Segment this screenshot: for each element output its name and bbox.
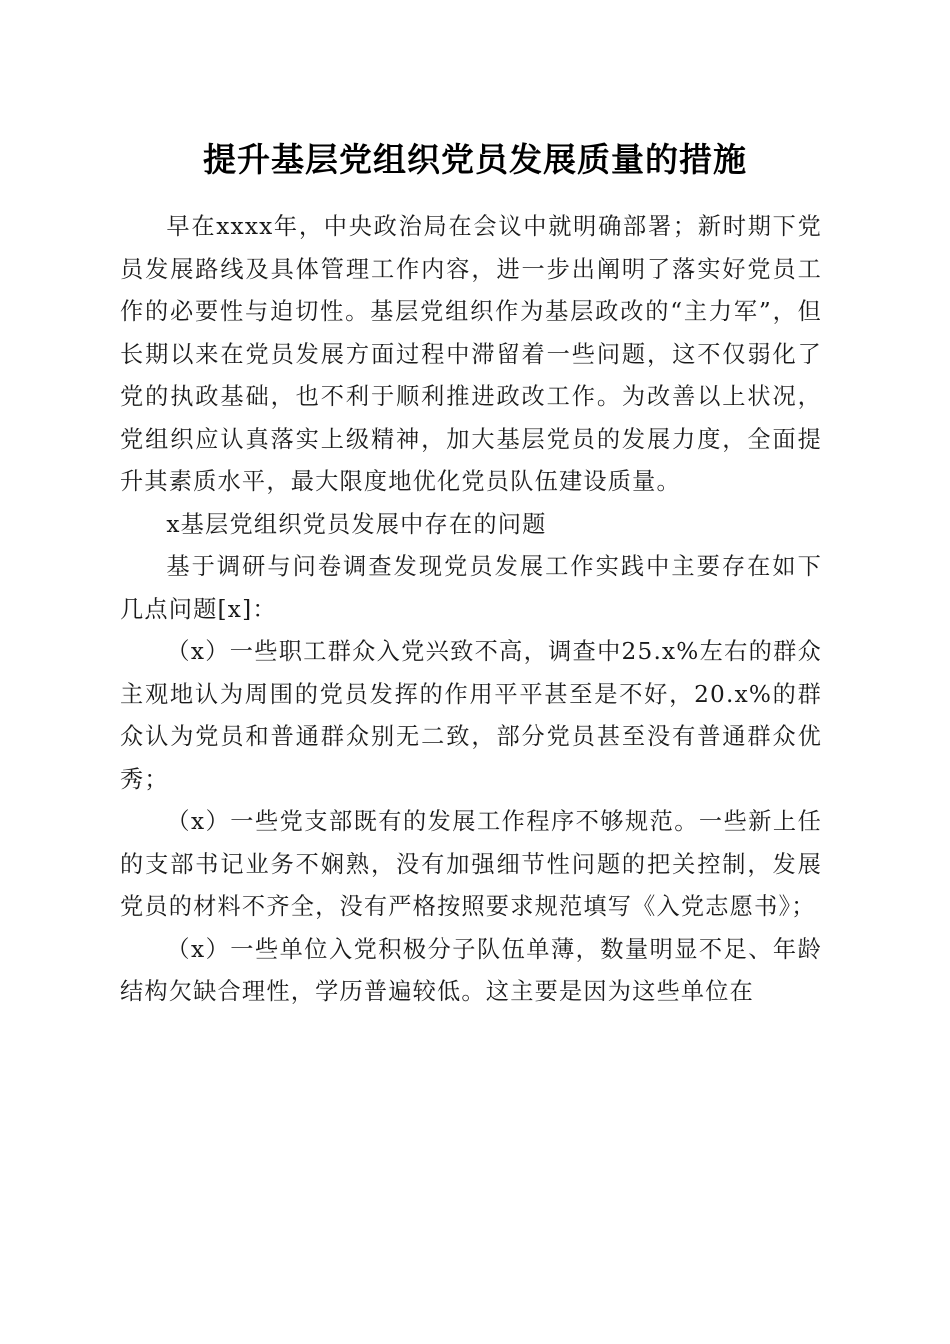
paragraph-issue-2: （x）一些党支部既有的发展工作程序不够规范。一些新上任的支部书记业务不娴熟，没有加强细节性问题的把关控制，发展党员的材料不齐全，没有严格按照要求规范填写《入党志愿书》； — [120, 808, 822, 920]
paragraph-issue-1: （x）一些职工群众入党兴致不高，调查中25.x%左右的群众主观地认为周围的党员发挥的作用平平甚至是不好，20.x%的群众认为党员和普通群众别无二致，部分党员甚至没有普通群众优秀； — [120, 638, 822, 793]
section-heading: x基层党组织党员发展中存在的问题 — [166, 510, 547, 538]
document-title: 提升基层党组织党员发展质量的措施 — [203, 140, 747, 179]
paragraph-issue-3: （x）一些单位入党积极分子队伍单薄，数量明显不足、年龄结构欠缺合理性，学历普遍较低。这主要是因为这些单位在 — [120, 935, 822, 1005]
paragraph-survey: 基于调研与问卷调查发现党员发展工作实践中主要存在如下几点问题[x]： — [120, 553, 822, 623]
paragraph-intro: 早在xxxx年，中央政治局在会议中就明确部署；新时期下党员发展路线及具体管理工作内容，进一步出阐明了落实好党员工作的必要性与迫切性。基层党组织作为基层政改的“主力军”，但长期以来在党员发展方面过程中滞留着一些问题，这不仅弱化了党的执政基础，也不利于顺利推进政改工作。为改善以上状况，党组织应认真落实上级精神，加大基层党员的发展力度，全面提升其素质水平，最大限度地优化党员队伍建设质量。 — [120, 213, 822, 495]
document-body — [120, 206, 822, 1014]
